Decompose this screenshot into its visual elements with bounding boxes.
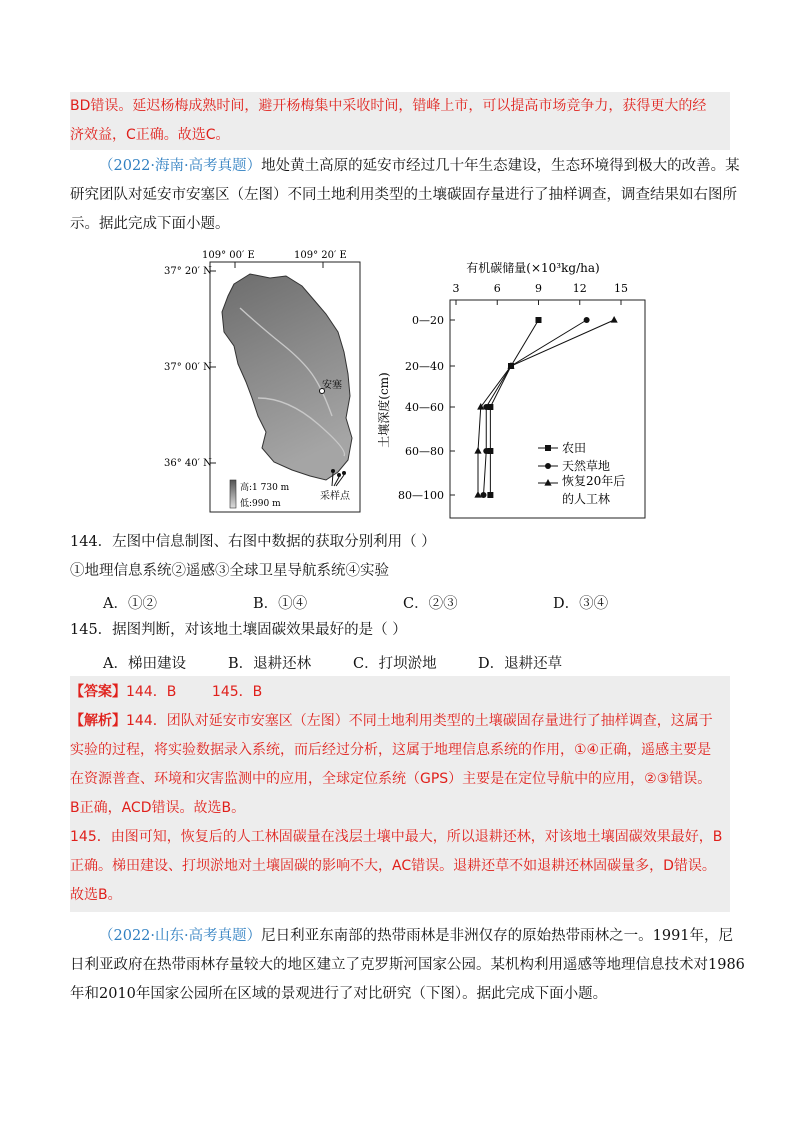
q145-option-a[interactable]: A．梯田建设 [103, 656, 186, 672]
answer-label: 【答案】 [70, 684, 126, 700]
y-tick-label: 40—60 [405, 401, 444, 414]
carbon-chart-figure [378, 255, 648, 520]
answer-line [70, 678, 730, 707]
q144-option-c[interactable]: C．②③ [403, 596, 458, 612]
x-tick-label: 6 [493, 282, 501, 295]
series-1 [487, 317, 541, 498]
next-source-tag: （2022·山东·高考真题） [99, 928, 262, 944]
q145-option-c[interactable]: C．打坝淤地 [353, 656, 437, 672]
answer-analysis-block [70, 676, 730, 912]
legend-label: 农田 [562, 441, 587, 455]
q145-block [70, 616, 730, 645]
data-point [611, 316, 618, 323]
data-point [584, 317, 590, 323]
source-tag: （2022·海南·高考真题） [99, 158, 262, 174]
legend-high: 高:1 730 m [240, 483, 290, 493]
legend-label: 的人工林 [562, 492, 611, 506]
answer-text: 144．B 145．B [126, 684, 263, 700]
q144-option-d[interactable]: D．③④ [553, 596, 609, 612]
chart-legend [538, 441, 625, 506]
prev-analysis-block [70, 92, 730, 150]
legend-marker [544, 479, 551, 486]
analysis-line3: 在资源普查、环境和灾害监测中的应用，全球定位系统（GPS）主要是在定位导航中的应用，②③错误。 [70, 771, 712, 787]
lat-label-1: 37° 20′ N [164, 266, 212, 277]
y-tick-label: 0—20 [412, 314, 444, 327]
y-tick-label: 80—100 [398, 489, 444, 502]
lon-label-1: 109° 00′ E [202, 250, 255, 261]
q145-option-d[interactable]: D．退耕还草 [478, 656, 563, 672]
chart-title: 有机碳储量(×10³kg/ha) [466, 261, 600, 275]
sample-label: 采样点 [320, 491, 350, 502]
x-tick-label: 3 [452, 282, 460, 295]
intro-line3: 示。据此完成下面小题。 [70, 216, 230, 232]
analysis-line6: 正确。梯田建设、打坝淤地对土壤固碳的影响不大，AC错误。退耕还草不如退耕还林固碳量多，D错误。 [70, 858, 716, 874]
intro-line1: 地处黄土高原的延安市经过几十年生态建设，生态环境得到极大的改善。某 [261, 158, 740, 174]
next-intro-line2: 日利亚政府在热带雨林存量较大的地区建立了克罗斯河国家公园。某机构利用遥感等地理信息技术对1986 [70, 957, 745, 973]
sample-point [342, 471, 346, 475]
q145-option-b[interactable]: B．退耕还林 [228, 656, 312, 672]
q144-choices: ①地理信息系统②遥感③全球卫星导航系统④实验 [70, 563, 389, 579]
lat-label-3: 36° 40′ N [164, 458, 212, 469]
carbon-chart [378, 255, 648, 520]
analysis-line4: B正确，ACD错误。故选B。 [70, 800, 246, 816]
y-axis-label: 土壤深度(cm) [378, 372, 391, 448]
data-point [474, 491, 481, 498]
series-line [490, 320, 538, 495]
x-tick-label: 12 [572, 282, 587, 295]
ansai-map-figure [162, 248, 372, 518]
legend-low: 低:990 m [240, 499, 281, 509]
analysis-label: 【解析】 [70, 713, 126, 729]
sample-point [337, 473, 341, 477]
lon-label-2: 109° 20′ E [294, 250, 347, 261]
prev-analysis-line2: 济效益，C正确。故选C。 [70, 127, 230, 143]
q144-stem: 144．左图中信息制图、右图中数据的获取分别利用（ ） [70, 534, 436, 550]
next-intro-line3: 年和2010年国家公园所在区域的景观进行了对比研究（下图）。据此完成下面小题。 [70, 986, 608, 1002]
intro-line2: 研究团队对延安市安塞区（左图）不同土地利用类型的土壤碳固存量进行了抽样调查，调查结果如右图所 [70, 187, 737, 203]
q145-options [103, 652, 703, 673]
analysis-line2: 实验的过程，将实验数据录入系统，而后经过分析，这属于地理信息系统的作用，①④正确，遥感主要是 [70, 742, 712, 758]
elevation-legend-bar [230, 480, 236, 508]
next-intro-line1: 尼日利亚东南部的热带雨林是非洲仅存的原始热带雨林之一。1991年，尼 [261, 928, 734, 944]
legend-label: 天然草地 [562, 459, 611, 473]
lat-label-2: 37° 00′ N [164, 362, 212, 373]
x-axis [453, 282, 629, 305]
legend-marker [545, 445, 551, 451]
city-label: 安塞 [322, 380, 342, 391]
analysis-line5: 145．由图可知，恢复后的人工林固碳量在浅层土壤中最大，所以退耕还林，对该地土壤固碳效果最好，B [70, 829, 723, 845]
ansai-district-terrain [222, 274, 352, 480]
ansai-map [162, 248, 372, 518]
y-tick-label: 20—40 [405, 360, 444, 373]
y-tick-label: 60—80 [405, 445, 444, 458]
next-question-intro [70, 922, 745, 1009]
data-point [536, 317, 542, 323]
legend-label: 恢复20年后 [562, 474, 626, 488]
data-point [474, 447, 481, 454]
q144-option-b[interactable]: B．①④ [253, 596, 308, 612]
data-point [481, 492, 487, 498]
legend-marker [545, 463, 551, 469]
q144-options [103, 592, 703, 613]
analysis-line7: 故选B。 [70, 887, 122, 903]
data-point [483, 404, 489, 410]
q144-block [70, 528, 730, 586]
data-point [483, 448, 489, 454]
x-tick-label: 15 [614, 282, 628, 295]
q145-stem: 145．据图判断，对该地土壤固碳效果最好的是（ ） [70, 622, 407, 638]
analysis-line1: 【解析】144．团队对延安市安塞区（左图）不同土地利用类型的土壤碳固存量进行了抽样调查，这属于 [70, 713, 713, 729]
prev-analysis-line1: BD错误。延迟杨梅成熟时间，避开杨梅集中采收时间，错峰上市，可以提高市场竞争力，获得更大的经 [70, 98, 707, 114]
question-intro [70, 152, 740, 239]
y-axis [398, 314, 455, 502]
q144-option-a[interactable]: A．①② [103, 596, 157, 612]
x-tick-label: 9 [535, 282, 542, 295]
data-point [487, 492, 493, 498]
sample-point [331, 469, 335, 473]
